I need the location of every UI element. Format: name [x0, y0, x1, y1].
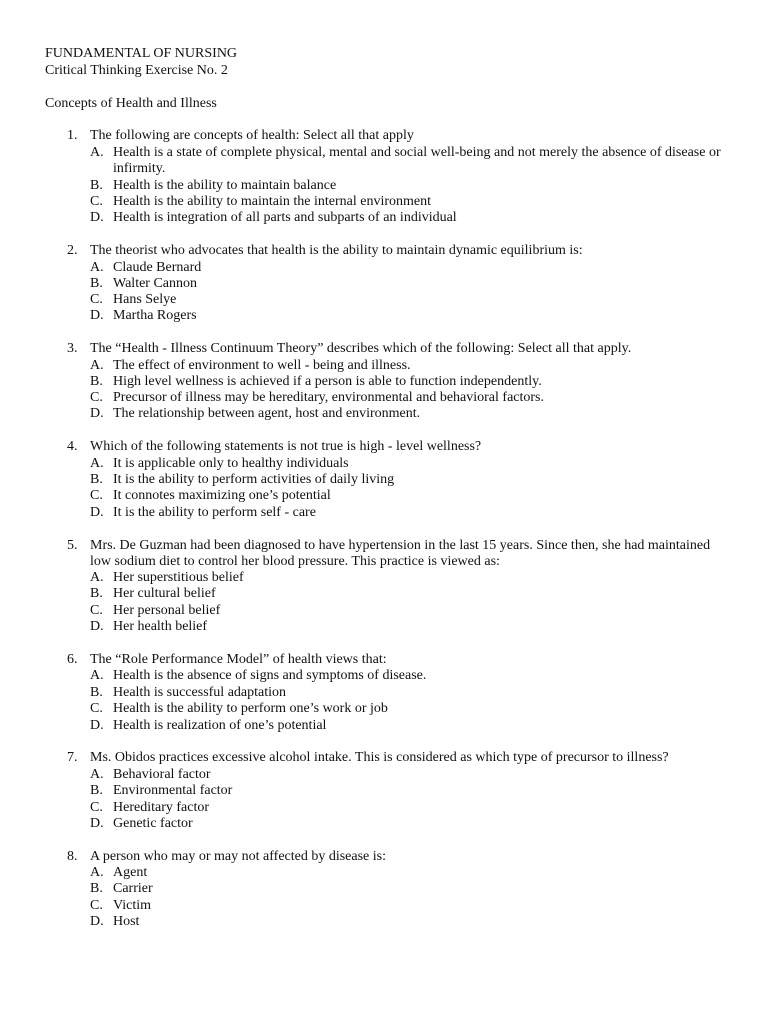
option-text: It is applicable only to healthy individuals	[113, 456, 349, 471]
option-letter: C.	[90, 488, 103, 503]
option-letter: C.	[90, 194, 103, 209]
option-text: The relationship between agent, host and environment.	[113, 406, 421, 421]
question-number: 7.	[67, 750, 78, 765]
option-letter: B.	[90, 472, 103, 487]
exercise-title: Critical Thinking Exercise No. 2	[45, 63, 228, 78]
option-letter: D.	[90, 308, 104, 323]
option-text: Her superstitious belief	[113, 570, 244, 585]
option-text: Health is a state of complete physical, mental and social well-being and not merely the absence of disease or infirmity.	[113, 145, 721, 177]
course-title: FUNDAMENTAL OF NURSING	[45, 46, 238, 61]
question-text: Ms. Obidos practices excessive alcohol intake. This is considered as which type of precursor to illness?	[90, 750, 669, 765]
option-text: Walter Cannon	[113, 276, 198, 291]
option-text: Her health belief	[113, 619, 208, 634]
option-letter: A.	[90, 570, 104, 585]
option-text: Health is the ability to perform one’s work or job	[113, 701, 388, 716]
question-text: The “Role Performance Model” of health views that:	[90, 652, 387, 667]
option-text: Victim	[113, 898, 152, 913]
option-letter: B.	[90, 783, 103, 798]
question-number: 3.	[67, 341, 78, 356]
option-text: Hereditary factor	[113, 800, 209, 815]
question-text: Mrs. De Guzman had been diagnosed to have hypertension in the last 15 years. Since then, she had maintained low sodium diet to control her blood pressure. This practice is viewed as:	[90, 538, 711, 570]
question-number: 4.	[67, 439, 78, 454]
question-text: Which of the following statements is not true is high - level wellness?	[90, 439, 482, 454]
option-letter: B.	[90, 374, 103, 389]
option-letter: D.	[90, 406, 104, 421]
option-text: It is the ability to perform self - care	[113, 505, 316, 520]
option-letter: C.	[90, 603, 103, 618]
option-text: Health is the absence of signs and symptoms of disease.	[113, 668, 427, 683]
option-letter: A.	[90, 767, 104, 782]
question-text: The theorist who advocates that health is the ability to maintain dynamic equilibrium is:	[90, 243, 583, 258]
option-letter: C.	[90, 292, 103, 307]
option-letter: A.	[90, 145, 104, 160]
option-text: Agent	[113, 865, 148, 880]
option-letter: C.	[90, 898, 103, 913]
option-letter: D.	[90, 718, 104, 733]
option-letter: A.	[90, 260, 104, 275]
option-text: Her personal belief	[113, 603, 221, 618]
option-letter: C.	[90, 701, 103, 716]
option-letter: D.	[90, 619, 104, 634]
option-text: Genetic factor	[113, 816, 193, 831]
option-letter: B.	[90, 881, 103, 896]
option-letter: A.	[90, 668, 104, 683]
question-text: The following are concepts of health: Select all that apply	[90, 128, 414, 143]
option-letter: A.	[90, 456, 104, 471]
question-number: 1.	[67, 128, 78, 143]
option-letter: C.	[90, 800, 103, 815]
option-letter: D.	[90, 505, 104, 520]
option-letter: D.	[90, 816, 104, 831]
option-text: It is the ability to perform activities of daily living	[113, 472, 395, 487]
option-letter: C.	[90, 390, 103, 405]
option-text: The effect of environment to well - being and illness.	[113, 358, 411, 373]
question-number: 2.	[67, 243, 78, 258]
option-text: Health is the ability to maintain the internal environment	[113, 194, 432, 209]
option-letter: B.	[90, 276, 103, 291]
question-number: 5.	[67, 538, 78, 553]
topic-title: Concepts of Health and Illness	[45, 96, 217, 111]
option-text: Martha Rogers	[113, 308, 197, 323]
option-letter: B.	[90, 685, 103, 700]
option-text: Health is successful adaptation	[113, 685, 287, 700]
option-text: Host	[113, 914, 140, 929]
question-number: 6.	[67, 652, 78, 667]
option-text: Health is realization of one’s potential	[113, 718, 327, 733]
option-text: Hans Selye	[113, 292, 177, 307]
option-letter: B.	[90, 178, 103, 193]
option-text: Health is the ability to maintain balance	[113, 178, 337, 193]
option-text: It connotes maximizing one’s potential	[113, 488, 331, 503]
option-letter: A.	[90, 865, 104, 880]
question-text: The “Health - Illness Continuum Theory” describes which of the following: Select all that apply.	[90, 341, 632, 356]
option-text: Claude Bernard	[113, 260, 202, 275]
option-text: Environmental factor	[113, 783, 233, 798]
option-text: Carrier	[113, 881, 153, 896]
option-letter: A.	[90, 358, 104, 373]
option-text: Her cultural belief	[113, 586, 216, 601]
option-letter: B.	[90, 586, 103, 601]
option-text: High level wellness is achieved if a person is able to function independently.	[113, 374, 542, 389]
option-text: Behavioral factor	[113, 767, 211, 782]
question-text: A person who may or may not affected by disease is:	[90, 849, 387, 864]
question-number: 8.	[67, 849, 78, 864]
option-text: Health is integration of all parts and subparts of an individual	[113, 210, 457, 225]
option-letter: D.	[90, 914, 104, 929]
option-text: Precursor of illness may be hereditary, environmental and behavioral factors.	[113, 390, 544, 405]
option-letter: D.	[90, 210, 104, 225]
